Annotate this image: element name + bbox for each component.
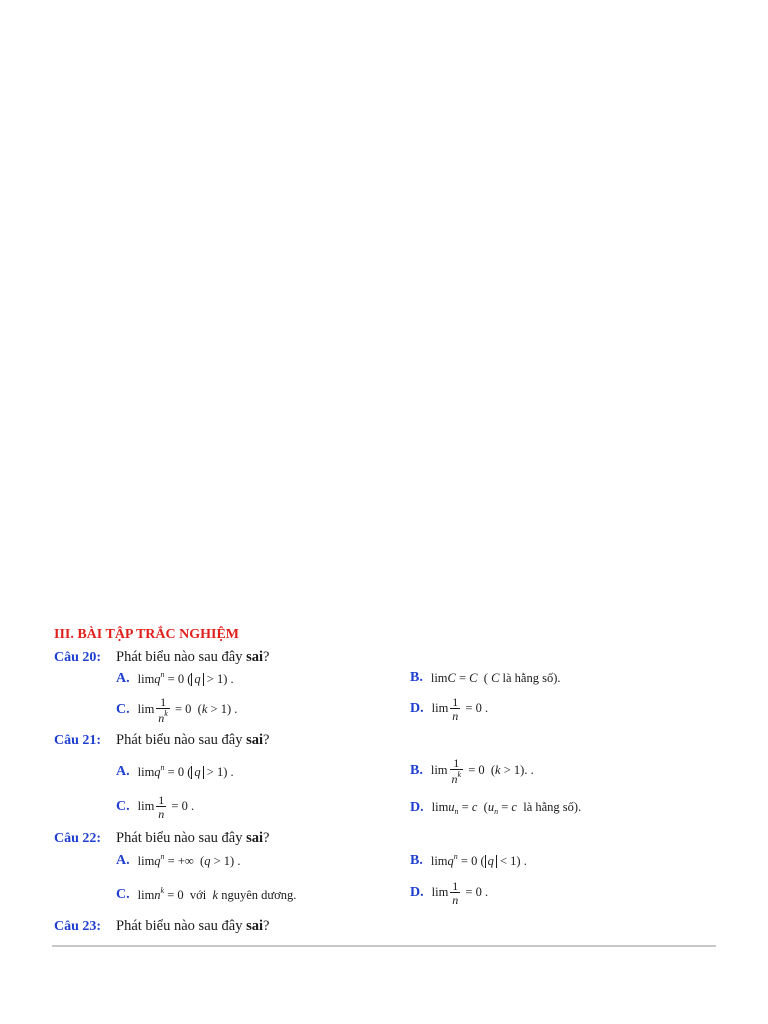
option-formula: limn$^k$ = 0 với k nguyên dương. [137,886,297,902]
question-23-prompt [116,918,269,935]
prompt-tail: ? [263,649,270,665]
option-letter: D. [410,701,424,716]
option-letter: D. [410,800,424,815]
option-formula: limq$^n$ = 0 ( q > 1) . [137,670,234,686]
option-letter: B. [410,763,423,778]
question-23-label: Câu 23: [54,919,102,934]
question-22-label: Câu 22: [54,831,102,846]
question-21-option-a[interactable] [116,763,234,780]
question-22-option-d[interactable] [410,880,488,906]
prompt-emphasis: sai [246,732,263,748]
section-title: III. BÀI TẬP TRẮC NGHIỆM [54,627,240,642]
option-formula: limq$^n$ = 0 ( q < 1) . [430,852,527,868]
option-letter: C. [116,886,130,902]
option-letter: A. [116,763,130,779]
prompt-text: Phát biểu nào sau đây [116,732,243,748]
question-22-option-c[interactable] [116,886,296,903]
option-letter: C. [116,799,130,814]
question-20-option-b[interactable] [410,670,561,686]
question-20-option-c[interactable] [116,696,237,724]
question-21-option-b[interactable] [410,757,534,785]
question-22-prompt [116,830,269,847]
option-letter: A. [116,670,130,686]
option-formula: limC = C ( C là hằng số). [430,670,561,685]
question-22-option-b[interactable] [410,852,527,869]
option-formula: lim $\frac{1}{n^k}$ = 0 (k > 1) . [137,695,238,725]
question-20-option-d[interactable] [410,696,488,722]
option-letter: B. [410,670,423,685]
prompt-tail: ? [263,830,270,846]
question-20-label: Câu 20: [54,650,102,665]
option-letter: D. [410,885,424,900]
prompt-text: Phát biểu nào sau đây [116,649,243,665]
prompt-text: Phát biểu nào sau đây [116,918,243,934]
option-formula: limu$_n$ = c ($u_n = c$ là hằng số). [431,800,582,816]
question-21-option-c[interactable] [116,794,194,820]
page-divider [52,945,716,947]
prompt-emphasis: sai [246,649,263,665]
option-formula: limq$^n$ = +∞ (q > 1) . [137,852,241,868]
prompt-tail: ? [263,918,270,934]
option-formula: lim $\frac{1}{n}$ = 0 . [137,793,195,821]
question-21-option-d[interactable] [410,800,581,816]
option-letter: A. [116,852,130,868]
option-formula: lim $\frac{1}{n}$ = 0 . [431,879,489,907]
question-22-option-a[interactable] [116,852,240,869]
prompt-emphasis: sai [246,830,263,846]
option-formula: limq$^n$ = 0 ( q > 1) . [137,763,234,779]
question-21-label: Câu 21: [54,733,102,748]
prompt-text: Phát biểu nào sau đây [116,830,243,846]
option-formula: lim $\frac{1}{n}$ = 0 . [431,695,489,723]
prompt-emphasis: sai [246,918,263,934]
option-formula: lim $\frac{1}{n^k}$ = 0 (k > 1). . [430,756,534,786]
option-letter: C. [116,702,130,717]
question-21-prompt [116,732,269,749]
option-letter: B. [410,852,423,868]
prompt-tail: ? [263,732,270,748]
question-20-option-a[interactable] [116,670,234,687]
question-20-prompt [116,649,269,666]
